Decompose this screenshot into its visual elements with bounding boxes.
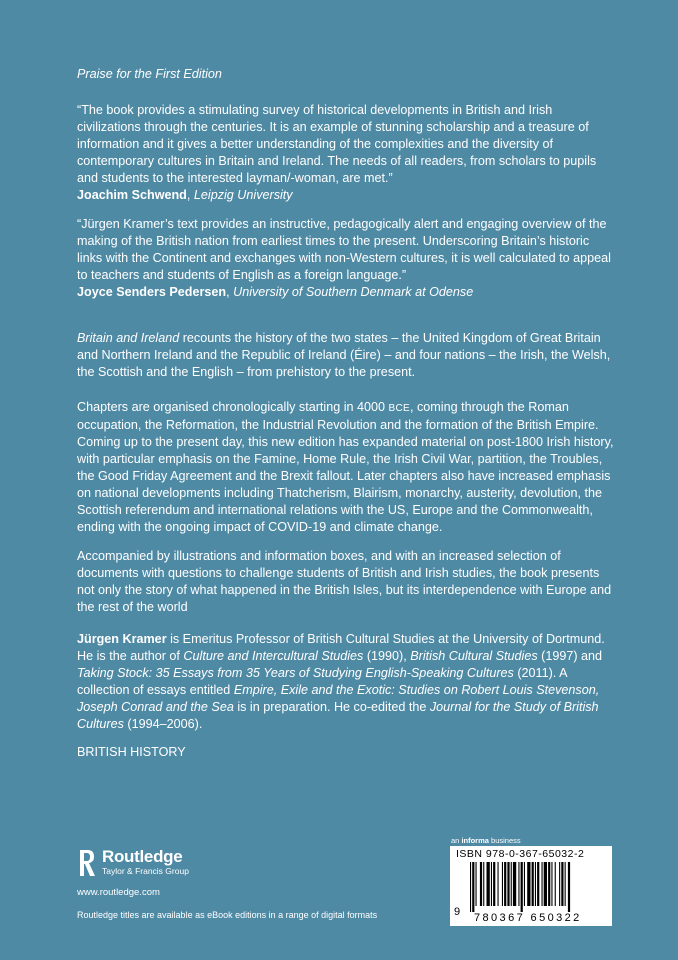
barcode-first-digit: 9 [454, 906, 461, 918]
routledge-r-icon [77, 848, 97, 878]
publisher-url[interactable]: www.routledge.com [77, 887, 160, 898]
barcode-digits: 780367 650322 [474, 912, 582, 924]
quote-text: “The book provides a stimulating survey of historical developments in British and Irish civilizations through the centuries. It is an example of stunning scholarship and a treasure of information and it gives a better understanding of the complexities and the diversity of contemporary cultures in Britain and Ireland. The needs of all readers, from scholars to pupils and students to the interested layman/-woman, are met.” [77, 103, 597, 185]
chapters-text-a: Chapters are organised chronologically starting in 4000 [77, 400, 389, 414]
informa-tagline [451, 836, 521, 845]
bio-text: (2011). A collection of essays entitled [77, 666, 567, 697]
bio-text: is Emeritus Professor of British Cultural Studies at the University of Dortmund. He is the author of [77, 632, 605, 663]
informa-suffix: business [488, 836, 521, 845]
praise-quote-1 [77, 102, 617, 204]
publisher-group: Taylor & Francis Group [102, 866, 189, 876]
bio-title: British Cultural Studies [410, 649, 538, 663]
praise-quote-2 [77, 216, 617, 301]
quote-author: Joyce Senders Pedersen [77, 285, 227, 299]
informa-word: informa [461, 836, 489, 845]
bio-title: Culture and Intercultural Studies [183, 649, 364, 663]
bio-text: (1990), [363, 649, 411, 663]
bio-title: Taking Stock: 35 Essays from 35 Years of Studying English-Speaking Cultures [77, 666, 514, 680]
informa-prefix: an [451, 836, 462, 845]
author-bio [77, 631, 617, 733]
quote-author: Joachim Schwend [77, 188, 187, 202]
quote-attribution: Joyce Senders Pedersen, University of Southern Denmark at Odense [77, 285, 474, 299]
bio-text: (1994–2006). [123, 717, 203, 731]
description-accompanied: Accompanied by illustrations and information boxes, and with an increased selection of documents with questions to challenge students of British and Irish studies, the book presents not only the story of what happened in the British Isles, but its interdependence with Europe and the rest of the world [77, 549, 612, 614]
quote-affiliation: University of Southern Denmark at Odense [233, 285, 474, 299]
intro-text: recounts the history of the two states – the United Kingdom of Great Britain and Northern Ireland and the Republic of Ireland (Éire) – and four nations – the Irish, the Welsh, the Scottish and the English – from prehistory to the present. [77, 331, 611, 379]
description-chapters [77, 399, 617, 536]
publisher-name: Routledge [102, 847, 183, 866]
bce-label: BCE [388, 403, 410, 414]
routledge-logo [77, 848, 189, 878]
bio-title: Journal for the Study of British Cultures [77, 700, 599, 731]
bio-text: (1997) and [537, 649, 603, 663]
logo-text [102, 848, 189, 876]
bio-title: Empire, Exile and the Exotic: Studies on Robert Louis Stevenson, Joseph Conrad and the Sea [77, 683, 600, 714]
description-intro [77, 330, 617, 381]
book-title: Britain and Ireland [77, 331, 180, 345]
quote-text: “Jürgen Kramer’s text provides an instructive, pedagogically alert and engaging overview of the making of the British nation from earliest times to the present. Underscoring Britain’s historic links with the Continent and exchanges with non-Western cultures, it is well calculated to appeal to teachers and students of English as a foreign language.” [77, 217, 611, 282]
barcode-panel [450, 846, 612, 926]
ebook-note: Routledge titles are available as eBook editions in a range of digital formats [77, 910, 378, 920]
quote-affiliation: Leipzig University [193, 188, 293, 202]
quote-attribution: Joachim Schwend, Leipzig University [77, 188, 293, 202]
subject-category: BRITISH HISTORY [77, 745, 186, 759]
isbn-label: ISBN 978-0-367-65032-2 [456, 848, 585, 860]
barcode-bars [470, 862, 606, 912]
bio-text: is in preparation. He co-edited the [233, 700, 430, 714]
chapters-text-b: , coming through the Roman occupation, the Reformation, the Industrial Revolution and the formation of the British Empire. Coming up to the present day, this new edition has expanded material on post-1800 Irish history, with particular emphasis on the Famine, Home Rule, the Irish Civil War, partition, the Troubles, the Good Friday Agreement and the Brexit fallout. Later chapters also have increased emphasis on national developments including Thatcherism, Blairism, monarchy, austerity, devolution, the Scottish referendum and international relations with the US, Europe and the Commonwealth, ending with the ongoing impact of COVID-19 and climate change. [77, 400, 614, 534]
author-name: Jürgen Kramer [77, 632, 167, 646]
praise-heading: Praise for the First Edition [77, 67, 222, 81]
